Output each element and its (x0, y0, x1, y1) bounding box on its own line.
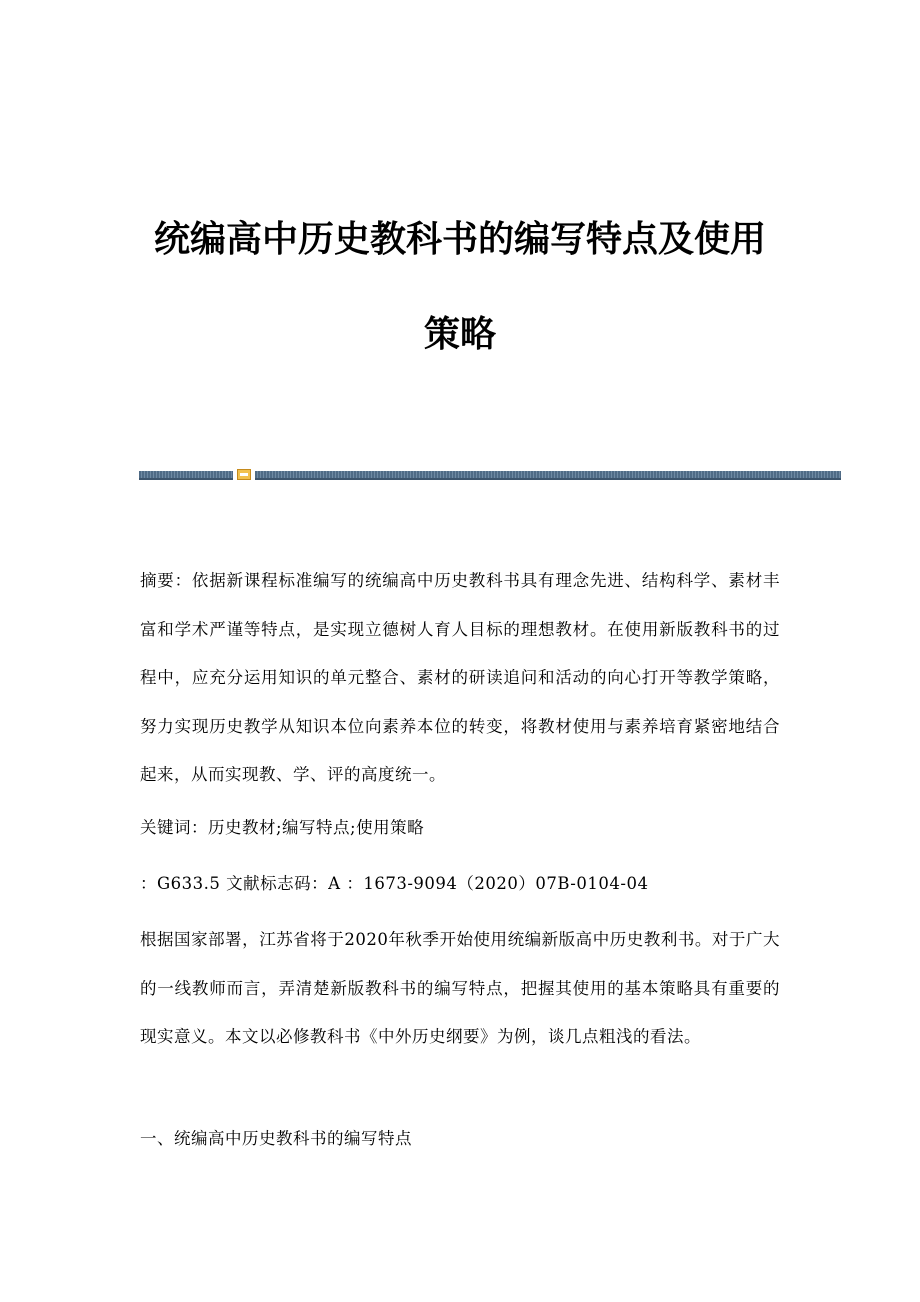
page-title-line-1: 统编高中历史教科书的编写特点及使用 (153, 219, 766, 260)
page-title-line-2: 策略 (423, 314, 496, 355)
classification-line: ：G633.5 文献标志码：A ：1673-9094（2020）07B-0104-04 (140, 874, 649, 893)
divider-ornament-icon (237, 469, 251, 480)
abstract-paragraph: 摘要：依据新课程标准编写的统编高中历史教科书具有理念先进、结构科学、素材丰富和学术严谨等特点，是实现立德树人育人目标的理想教材。在使用新版教科书的过程中，应充分运用知识的单元整合、素材的研读追问和活动的向心打开等教学策略，努力实现历史教学从知识本位向素养本位的转变，将教材使用与素养培育紧密地结合起来，从而实现教、学、评的高度统一。 (140, 571, 780, 784)
intro-paragraph: 根据国家部署，江苏省将于2020年秋季开始使用统编新版高中历史教利书。对于广大的一线教师而言，弄清楚新版教科书的编写特点，把握其使用的基本策略具有重要的现实意义。本文以必修教科书《中外历史纲要》为例，谈几点粗浅的看法。 (140, 930, 780, 1046)
section-heading-1: 一、统编高中历史教科书的编写特点 (140, 1129, 412, 1148)
title-divider (139, 471, 841, 480)
keywords-line: 关键词：历史教材;编写特点;使用策略 (140, 818, 425, 837)
divider-bar-right (255, 471, 841, 480)
divider-bar-left (139, 471, 233, 480)
